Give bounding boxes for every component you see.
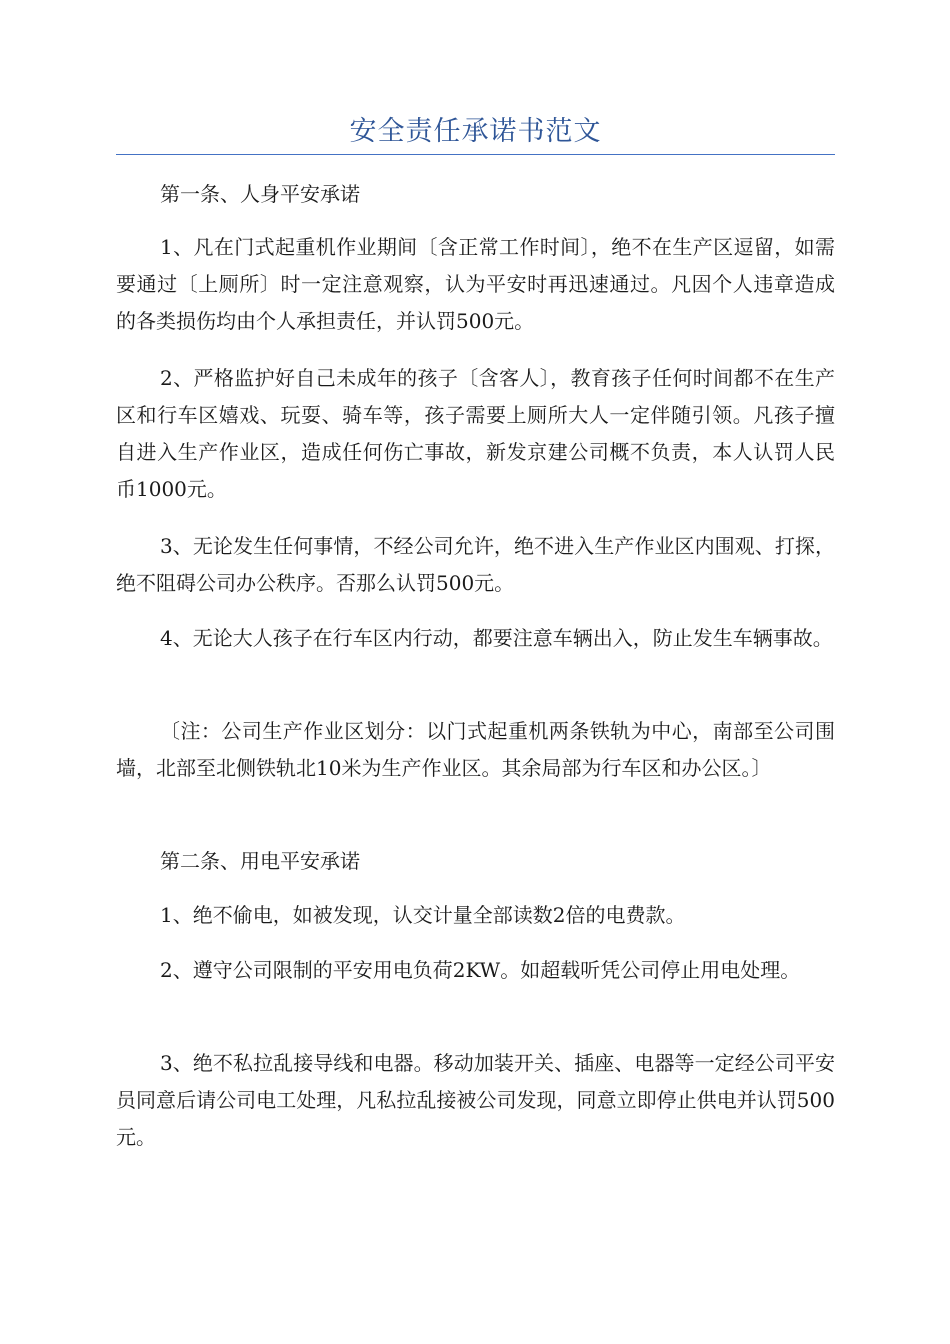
paragraph-note: 〔注：公司生产作业区划分：以门式起重机两条铁轨为中心，南部至公司围墙，北部至北侧铁轨北10米为生产作业区。其余局部为行车区和办公区。〕: [116, 719, 835, 780]
paragraph-2-1: 1、绝不偷电，如被发现，认交计量全部读数2倍的电费款。: [160, 903, 686, 927]
paragraph-2-3: 3、绝不私拉乱接导线和电器。移动加装开关、插座、电器等一定经公司平安员同意后请公司电工处理，凡私拉乱接被公司发现，同意立即停止供电并认罚500元。: [116, 1051, 835, 1149]
section-heading-1: 第一条、人身平安承诺: [160, 182, 360, 206]
document-title: 安全责任承诺书范文: [349, 116, 602, 147]
paragraph-1-1: 1、凡在门式起重机作业期间〔含正常工作时间〕，绝不在生产区逗留，如需要通过〔上厕所〕时一定注意观察，认为平安时再迅速通过。凡因个人违章造成的各类损伤均由个人承担责任，并认罚500元。: [116, 235, 835, 333]
paragraph-1-3: 3、无论发生任何事情，不经公司允许，绝不进入生产作业区内围观、打探，绝不阻碍公司办公秩序。否那么认罚500元。: [116, 534, 835, 595]
title-underline: [116, 154, 835, 155]
paragraph-1-2: 2、严格监护好自己未成年的孩子〔含客人〕，教育孩子任何时间都不在生产区和行车区嬉戏、玩耍、骑车等，孩子需要上厕所大人一定伴随引领。凡孩子擅自进入生产作业区，造成任何伤亡事故，新发京建公司概不负责，本人认罚人民币1000元。: [116, 366, 835, 501]
section-heading-2: 第二条、用电平安承诺: [160, 849, 360, 873]
paragraph-1-4: 4、无论大人孩子在行车区内行动，都要注意车辆出入，防止发生车辆事故。: [160, 626, 833, 650]
paragraph-2-2: 2、遵守公司限制的平安用电负荷2KW。如超载听凭公司停止用电处理。: [160, 958, 801, 982]
